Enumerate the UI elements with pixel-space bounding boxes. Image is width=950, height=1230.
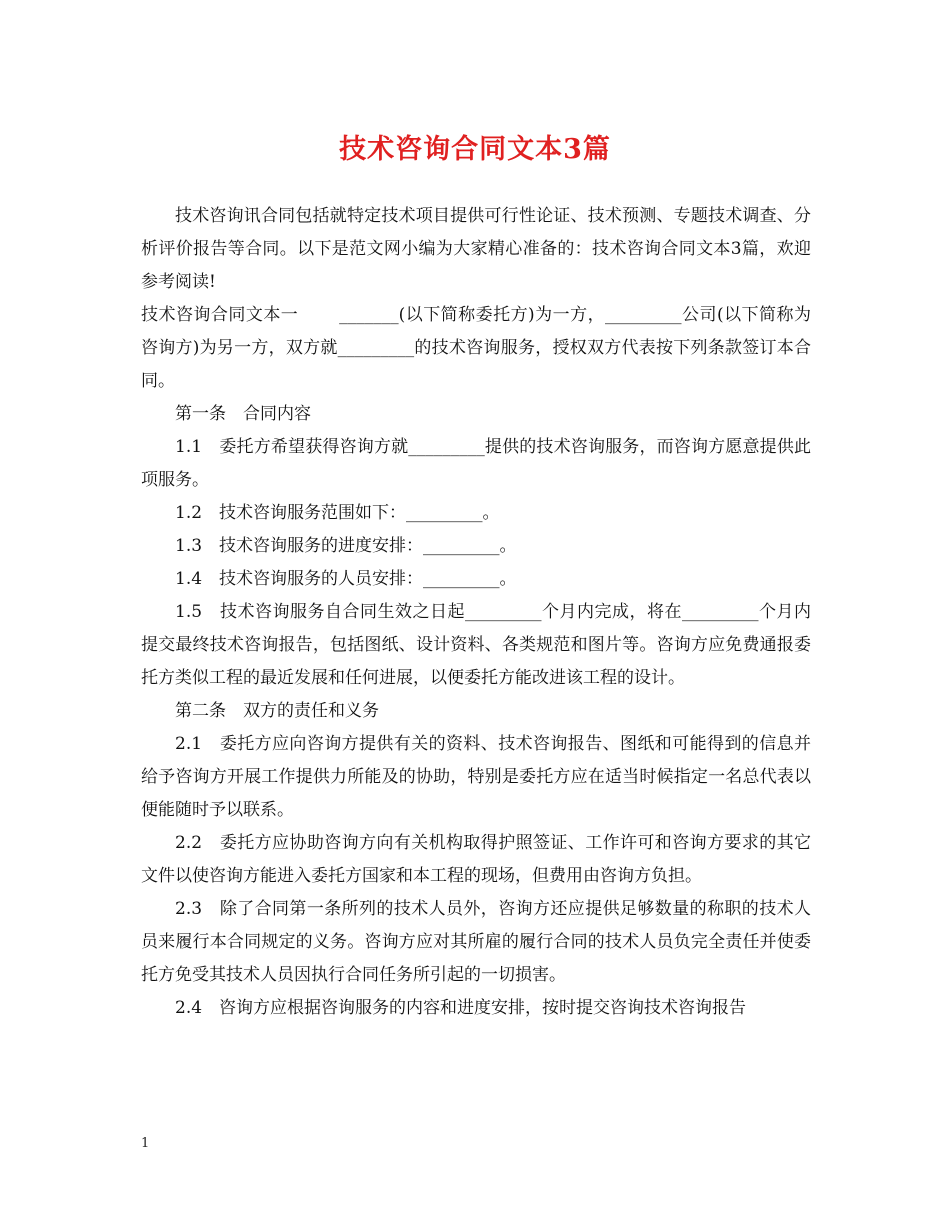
document-body — [141, 200, 811, 1025]
paragraph-clause-2-3: 2.3 除了合同第一条所列的技术人员外，咨询方还应提供足够数量的称职的技术人员来履行本合同规定的义务。咨询方应对其所雇的履行合同的技术人员负完全责任并使委托方免受其技术人员因执行合同任务所引起的一切损害。 — [141, 899, 811, 985]
paragraph-clause-2-1: 2.1 委托方应向咨询方提供有关的资料、技术咨询报告、图纸和可能得到的信息并给予咨询方开展工作提供力所能及的协助，特别是委托方应在适当时候指定一名总代表以便能随时予以联系。 — [141, 734, 811, 820]
paragraph-clause-1-4: 1.4 技术咨询服务的人员安排：_________。 — [175, 569, 517, 589]
document-title: 技术咨询合同文本3篇 — [339, 134, 611, 165]
paragraph-clause-1-2: 1.2 技术咨询服务范围如下：_________。 — [175, 503, 500, 523]
paragraph-intro: 技术咨询讯合同包括就特定技术项目提供可行性论证、技术预测、专题技术调查、分析评价报告等合同。以下是范文网小编为大家精心准备的：技术咨询合同文本3篇，欢迎参考阅读! — [141, 206, 811, 292]
paragraph-clause-2-2: 2.2 委托方应协助咨询方向有关机构取得护照签证、工作许可和咨询方要求的其它文件以使咨询方能进入委托方国家和本工程的现场，但费用由咨询方负担。 — [141, 833, 811, 886]
page-number: 1 — [141, 1136, 150, 1151]
paragraph-clause-1-1: 1.1 委托方希望获得咨询方就_________提供的技术咨询服务，而咨询方愿意提供此项服务。 — [141, 437, 811, 490]
paragraph-clause-1-5: 1.5 技术咨询服务自合同生效之日起_________个月内完成，将在_________个月内提交最终技术咨询报告，包括图纸、设计资料、各类规范和图片等。咨询方应免费通报委托方类似工程的最近发展和任何进展，以便委托方能改进该工程的设计。 — [141, 602, 811, 688]
paragraph-clause-1-3: 1.3 技术咨询服务的进度安排：_________。 — [175, 536, 517, 556]
heading-article-1: 第一条 合同内容 — [175, 404, 311, 424]
heading-article-2: 第二条 双方的责任和义务 — [175, 701, 379, 721]
paragraph-contract-preamble: 技术咨询合同文本一 _______(以下简称委托方)为一方，_________公司(以下简称为咨询方)为另一方，双方就_________的技术咨询服务，授权双方代表按下列条款签订本合同。 — [141, 305, 811, 391]
paragraph-clause-2-4: 2.4 咨询方应根据咨询服务的内容和进度安排，按时提交咨询技术咨询报告 — [175, 998, 747, 1018]
